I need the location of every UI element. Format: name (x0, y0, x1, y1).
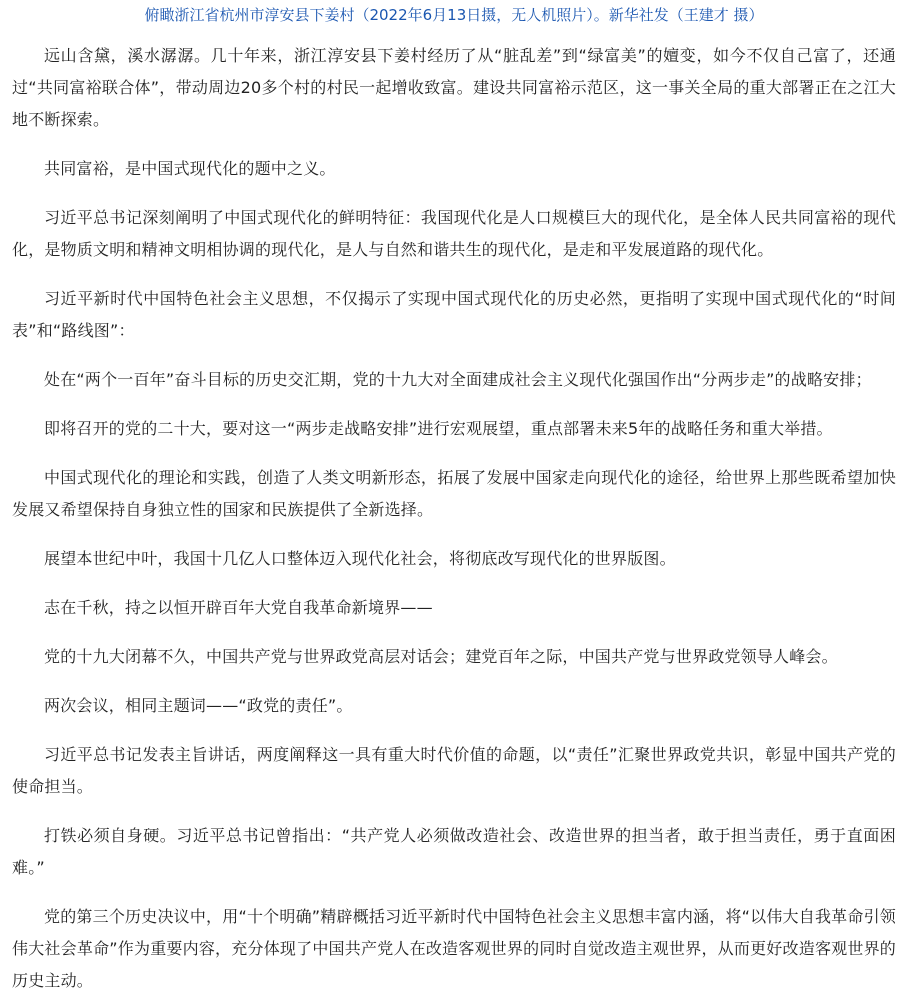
paragraph: 两次会议，相同主题词——“政党的责任”。 (44, 696, 353, 715)
paragraph: 共同富裕，是中国式现代化的题中之义。 (44, 159, 336, 178)
paragraph: 中国式现代化的理论和实践，创造了人类文明新形态，拓展了发展中国家走向现代化的途径，给世界上那些既希望加快发展又希望保持自身独立性的国家和民族提供了全新选择。 (12, 468, 896, 519)
article-body (12, 40, 896, 997)
paragraph: 展望本世纪中叶，我国十几亿人口整体迈入现代化社会，将彻底改写现代化的世界版图。 (44, 549, 676, 568)
photo-caption: 俯瞰浙江省杭州市淳安县下姜村（2022年6月13日摄，无人机照片）。新华社发（王建才 摄） (144, 6, 764, 24)
paragraph: 习近平新时代中国特色社会主义思想，不仅揭示了实现中国式现代化的历史必然，更指明了实现中国式现代化的“时间表”和“路线图”： (12, 289, 896, 340)
paragraph: 打铁必须自身硬。习近平总书记曾指出：“共产党人必须做改造社会、改造世界的担当者，敢于担当责任，勇于直面困难。” (12, 826, 896, 877)
paragraph: 处在“两个一百年”奋斗目标的历史交汇期，党的十九大对全面建成社会主义现代化强国作出“分两步走”的战略安排； (44, 370, 872, 389)
paragraph: 习近平总书记发表主旨讲话，两度阐释这一具有重大时代价值的命题，以“责任”汇聚世界政党共识，彰显中国共产党的使命担当。 (12, 745, 896, 796)
paragraph: 习近平总书记深刻阐明了中国式现代化的鲜明特征：我国现代化是人口规模巨大的现代化，是全体人民共同富裕的现代化，是物质文明和精神文明相协调的现代化，是人与自然和谐共生的现代化，是走和平发展道路的现代化。 (12, 208, 896, 259)
paragraph: 党的第三个历史决议中，用“十个明确”精辟概括习近平新时代中国特色社会主义思想丰富内涵，将“以伟大自我革命引领伟大社会革命”作为重要内容，充分体现了中国共产党人在改造客观世界的同时自觉改造主观世界，从而更好改造客观世界的历史主动。 (12, 907, 896, 990)
paragraph: 即将召开的党的二十大，要对这一“两步走战略安排”进行宏观展望，重点部署未来5年的战略任务和重大举措。 (44, 419, 833, 438)
paragraph: 志在千秋，持之以恒开辟百年大党自我革命新境界—— (44, 598, 433, 617)
paragraph: 远山含黛，溪水潺潺。几十年来，浙江淳安县下姜村经历了从“脏乱差”到“绿富美”的嬗变，如今不仅自己富了，还通过“共同富裕联合体”，带动周边20多个村的村民一起增收致富。建设共同富裕示范区，这一事关全局的重大部署正在之江大地不断探索。 (12, 46, 896, 129)
paragraph: 党的十九大闭幕不久，中国共产党与世界政党高层对话会；建党百年之际，中国共产党与世界政党领导人峰会。 (44, 647, 838, 666)
